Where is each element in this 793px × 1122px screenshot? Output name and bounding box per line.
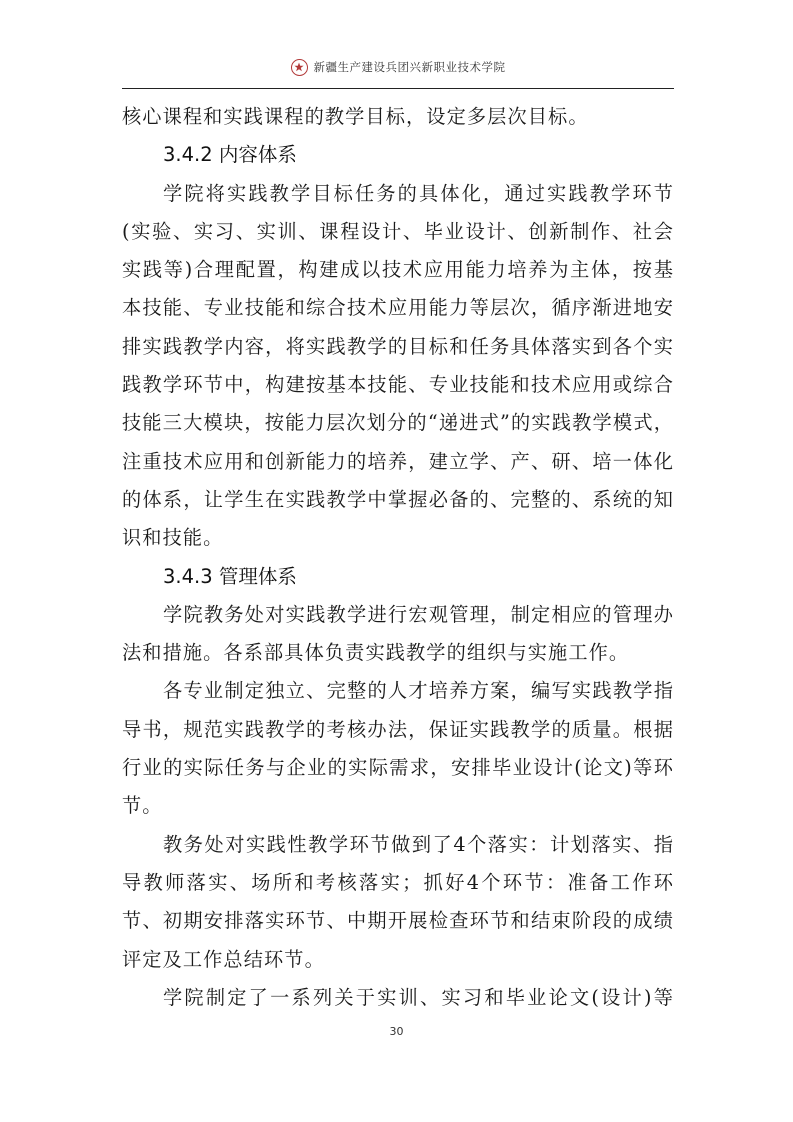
paragraph-intro: 核心课程和实践课程的教学目标，设定多层次目标。 xyxy=(122,105,589,128)
paragraph-content-system: 学院将实践教学目标任务的具体化，通过实践教学环节(实验、实习、实训、课程设计、毕业设计、创新制作、社会实践等)合理配置，构建成以技术应用能力培养为主体，按基本技能、专业技能和综合技术应用能力等层次，循序渐进地安排实践教学内容，将实践教学的目标和任务具体落实到各个实践教学环节中，构建按基本技能、专业技能和技术应用或综合技能三大模块，按能力层次划分的“递进式”的实践教学模式，注重技术应用和创新能力的培养，建立学、产、研、培一体化的体系，让学生在实践教学中掌握必备的、完整的、系统的知识和技能。 xyxy=(122,181,674,550)
header-title: 新疆生产建设兵团兴新职业技术学院 xyxy=(313,60,506,74)
section-heading-3-4-2: 3.4.2 内容体系 xyxy=(163,143,297,167)
page-number: 30 xyxy=(389,1025,404,1038)
section-heading-3-4-3: 3.4.3 管理体系 xyxy=(163,564,297,588)
header-divider xyxy=(122,88,674,89)
paragraph-management-3: 教务处对实践性教学环节做到了4个落实：计划落实、指导教师落实、场所和考核落实；抓好4个环节：准备工作环节、初期安排落实环节、中期开展检查环节和结束阶段的成绩评定及工作总结环节。 xyxy=(122,832,674,971)
college-emblem-icon xyxy=(291,59,308,76)
paragraph-management-4: 学院制定了一系列关于实训、实习和毕业论文(设计)等 xyxy=(163,985,674,1009)
document-body xyxy=(122,98,674,1017)
paragraph-management-1: 学院教务处对实践教学进行宏观管理，制定相应的管理办法和措施。各系部具体负责实践教学的组织与实施工作。 xyxy=(122,602,674,665)
page-header xyxy=(122,46,674,88)
paragraph-management-2: 各专业制定独立、完整的人才培养方案，编写实践教学指导书，规范实践教学的考核办法，保证实践教学的质量。根据行业的实际任务与企业的实际需求，安排毕业设计(论文)等环节。 xyxy=(122,679,674,818)
